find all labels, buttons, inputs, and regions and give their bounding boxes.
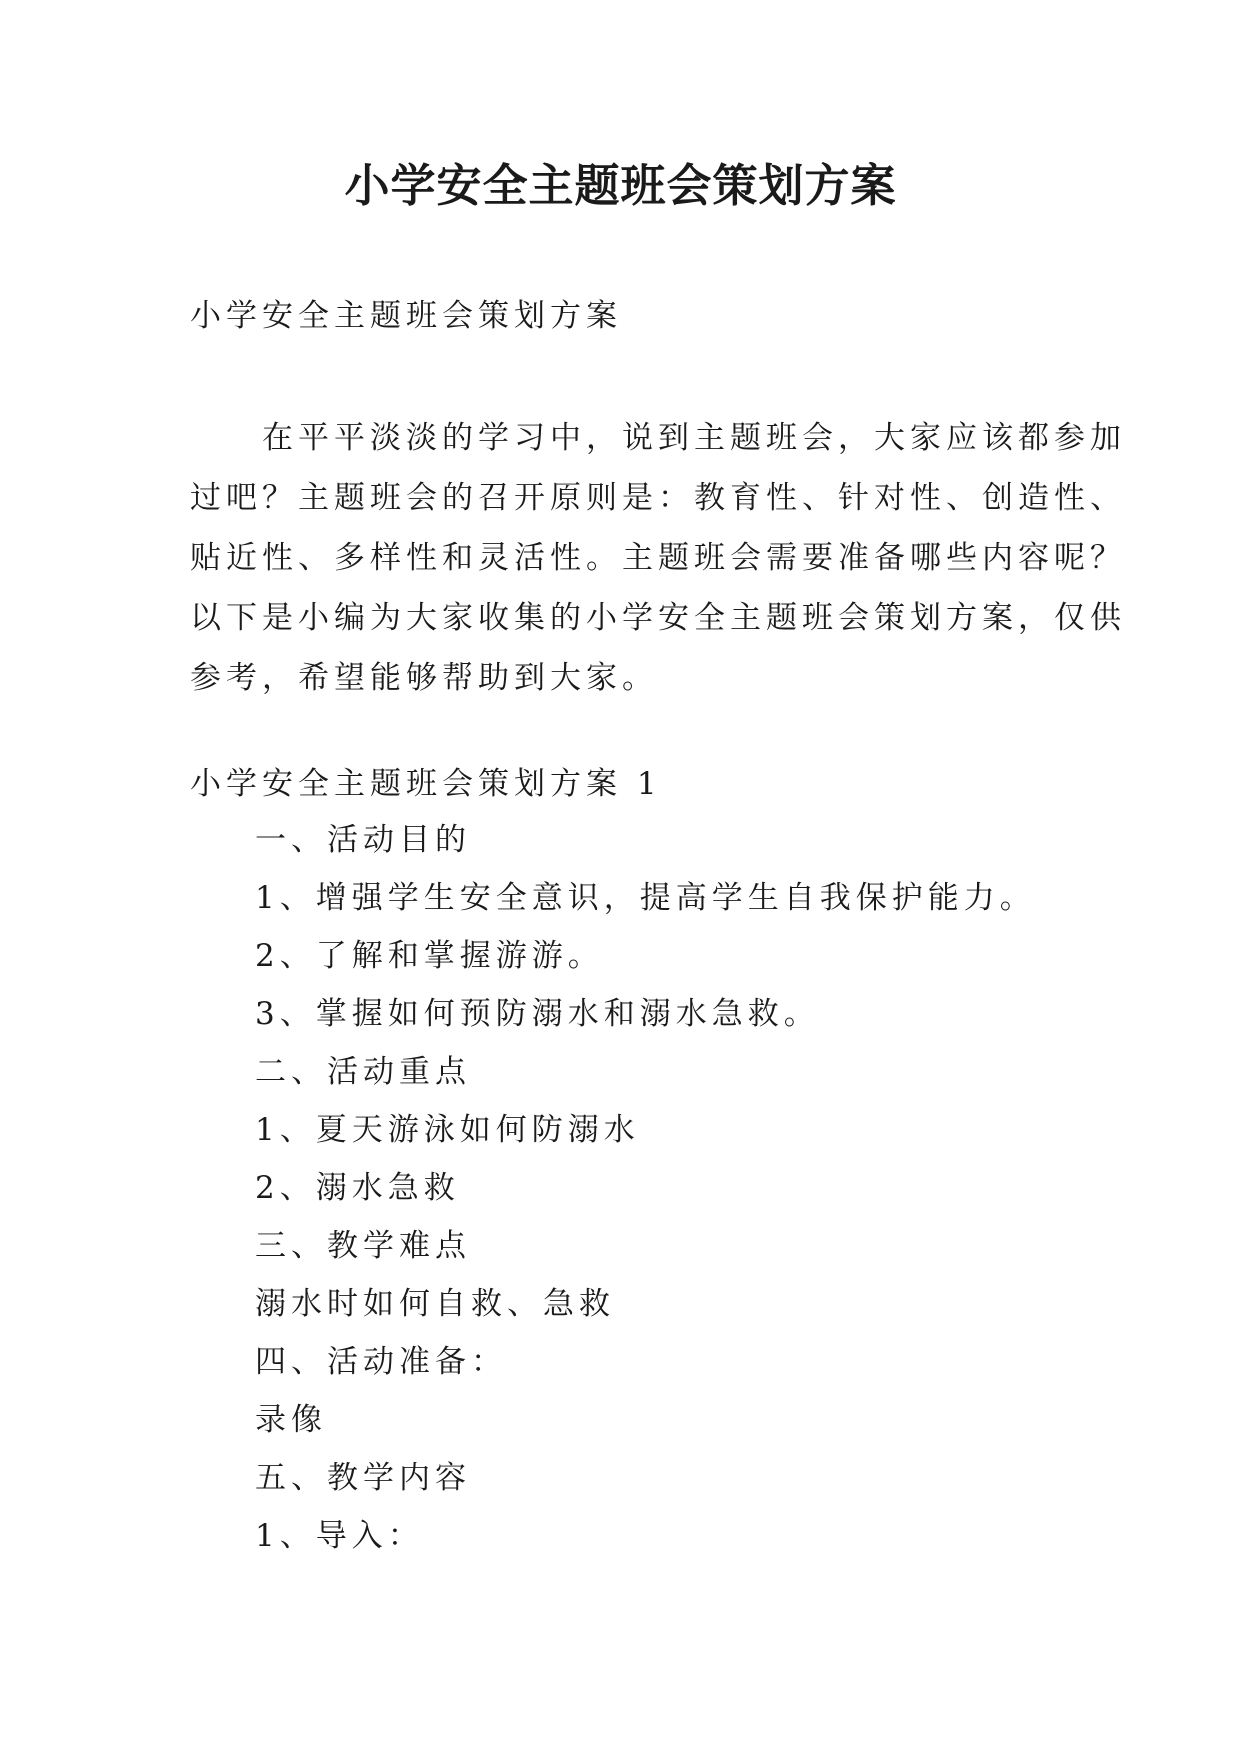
list-item: 五、教学内容 (255, 1460, 471, 1496)
intro-paragraph (190, 408, 1126, 708)
intro-line: 以下是小编为大家收集的小学安全主题班会策划方案，仅供 (190, 600, 1126, 636)
intro-line: 在平平淡淡的学习中，说到主题班会，大家应该都参加 (190, 420, 1126, 456)
list-item: 三、教学难点 (255, 1228, 471, 1264)
document-subtitle: 小学安全主题班会策划方案 (190, 298, 622, 334)
section-title: 小学安全主题班会策划方案 1 (190, 766, 662, 802)
list-item: 1、增强学生安全意识，提高学生自我保护能力。 (255, 880, 1036, 916)
list-item: 2、溺水急救 (255, 1170, 460, 1206)
list-item: 录像 (255, 1402, 327, 1438)
intro-line: 参考，希望能够帮助到大家。 (190, 660, 658, 696)
list-item: 二、活动重点 (255, 1054, 471, 1090)
list-item: 3、掌握如何预防溺水和溺水急救。 (255, 996, 820, 1032)
intro-line: 贴近性、多样性和灵活性。主题班会需要准备哪些内容呢？ (190, 540, 1126, 576)
list-item: 2、了解和掌握游游。 (255, 938, 604, 974)
document-title: 小学安全主题班会策划方案 (344, 159, 897, 212)
list-item: 1、夏天游泳如何防溺水 (255, 1112, 640, 1148)
list-item: 四、活动准备： (255, 1344, 507, 1380)
list-item: 一、活动目的 (255, 822, 471, 858)
list-item: 溺水时如何自救、急救 (255, 1286, 615, 1322)
intro-line: 过吧？主题班会的召开原则是：教育性、针对性、创造性、 (190, 480, 1126, 516)
list-item: 1、导入： (255, 1518, 424, 1554)
